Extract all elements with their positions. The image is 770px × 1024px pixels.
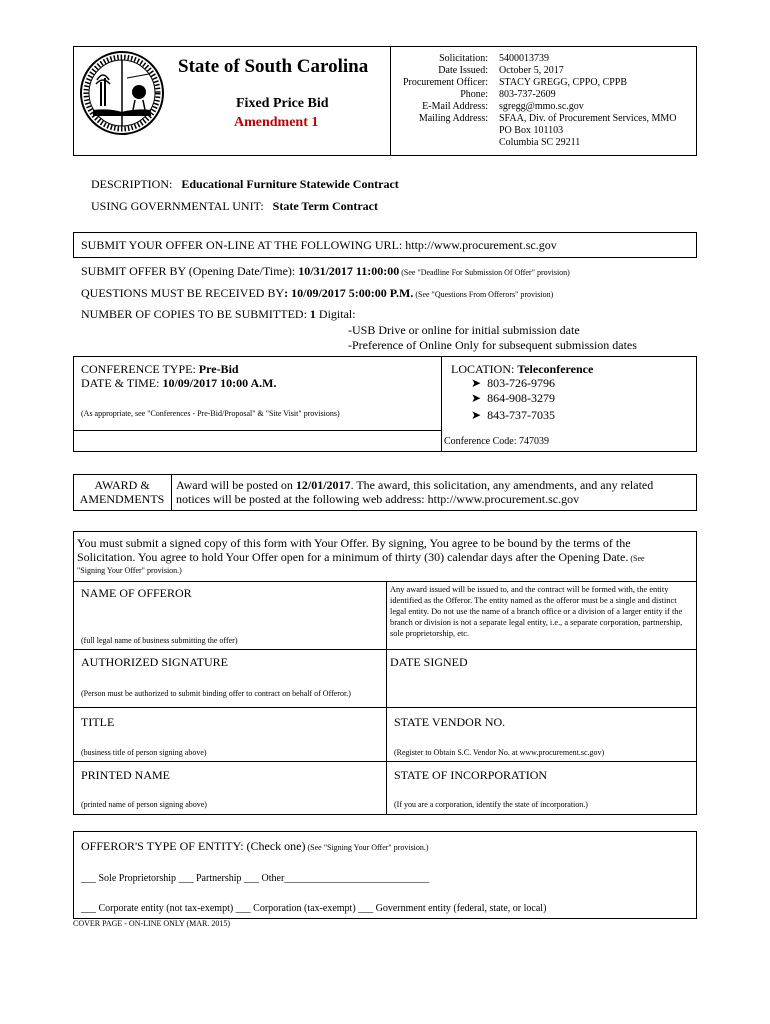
offer-deadline-label: SUBMIT OFFER BY (Opening Date/Time): — [81, 264, 299, 278]
info-label: Mailing Address: — [418, 113, 488, 124]
authorized-signature-label: AUTHORIZED SIGNATURE — [81, 655, 228, 669]
procurement-officer: STACY GREGG, CPPO, CPPB — [499, 77, 628, 88]
mailing-address-line: SFAA, Div. of Procurement Services, MMO — [499, 113, 677, 124]
offer-deadline-note: (See "Deadline For Submission Of Offer" provision) — [399, 268, 570, 277]
award-label — [73, 478, 171, 506]
authorized-signature-field[interactable] — [78, 670, 382, 684]
phone: 803-737-2609 — [499, 89, 556, 100]
location-line — [451, 362, 593, 377]
date-issued: October 5, 2017 — [499, 65, 564, 76]
state-title: State of South Carolina — [178, 56, 369, 77]
copies-line — [81, 307, 356, 322]
arrow-bullet-icon: ➤ — [471, 391, 482, 405]
conference-datetime-value: 10/09/2017 10:00 A.M. — [162, 376, 277, 390]
state-of-incorporation-field[interactable] — [390, 782, 692, 796]
info-label: Date Issued: — [438, 65, 488, 76]
entity-title-note: (See "Signing Your Offer" provision.) — [305, 843, 429, 852]
offer-deadline-line — [81, 264, 570, 279]
amendment-label: Amendment 1 — [234, 115, 319, 130]
governmental-unit-line — [91, 199, 378, 214]
award-entity-note: Any award issued will be issued to, and the contract will be formed with, the entity identified as the Offeror. The entity named as the offeror must be a single and distinct legal entity. Do not use the name of a branch office or a division of a larger entity if the branch or division is not a separate legal entity, i.e., a separate corporation, partnership, sole proprietorship, etc. — [390, 585, 683, 638]
questions-note: (See "Questions From Offerors" provision) — [413, 290, 554, 299]
info-labels — [392, 53, 488, 125]
signing-intro-note-2: "Signing Your Offer" provision.) — [77, 566, 182, 575]
grid-vline — [386, 581, 387, 815]
printed-name-label: PRINTED NAME — [81, 768, 170, 782]
location-value: Teleconference — [517, 362, 594, 376]
phone-item — [471, 408, 555, 423]
state-seal-icon — [79, 50, 165, 136]
info-label: Solicitation: — [439, 53, 488, 64]
entity-options-line-2[interactable]: ___ Corporate entity (not tax-exempt) ___ Corporation (tax-exempt) ___ Government entity (federal, state, or local) — [81, 903, 547, 914]
unit-value: State Term Contract — [272, 199, 378, 213]
award-label-line: AWARD & — [94, 478, 150, 492]
email-address: sgregg@mmo.sc.gov — [499, 101, 584, 112]
date-signed-label: DATE SIGNED — [390, 655, 468, 669]
info-label: E-Mail Address: — [422, 101, 488, 112]
signing-intro-note: (See — [628, 554, 645, 563]
signing-intro-line: Solicitation. You agree to hold Your Offer open for a minimum of thirty (30) calendar days after the Opening Date. — [77, 550, 629, 564]
conference-note: (As appropriate, see "Conferences - Pre-Bid/Proposal" & "Site Visit" provisions) — [81, 409, 340, 418]
grid-hline — [73, 707, 697, 708]
conference-code: Conference Code: 747039 — [444, 436, 549, 447]
footer-label: COVER PAGE - ON-LINE ONLY (MAR. 2015) — [73, 919, 231, 928]
award-date: 12/01/2017 — [295, 478, 351, 492]
award-text-line: notices will be posted at the following web address: http://www.procurement.sc.gov — [176, 492, 580, 506]
entity-title-text: OFFEROR'S TYPE OF ENTITY: (Check one) — [81, 839, 306, 853]
award-text-part: . The award, this solicitation, any amendments, and any related — [350, 478, 654, 492]
title-field[interactable] — [78, 729, 382, 743]
grid-hline — [73, 761, 697, 762]
name-of-offeror-field[interactable] — [78, 602, 382, 630]
questions-label: QUESTIONS MUST BE RECEIVED BY — [81, 286, 285, 300]
conference-datetime-label: DATE & TIME: — [81, 376, 163, 390]
award-divider — [171, 474, 172, 511]
state-vendor-field[interactable] — [390, 729, 692, 743]
award-text — [176, 478, 653, 506]
unit-label: USING GOVERNMENTAL UNIT: — [91, 199, 264, 213]
authorized-signature-note: (Person must be authorized to submit binding offer to contract on behalf of Offeror.) — [81, 689, 351, 698]
info-label: Phone: — [460, 89, 488, 100]
state-of-incorporation-note: (If you are a corporation, identify the state of incorporation.) — [394, 800, 588, 809]
title-note: (business title of person signing above) — [81, 748, 207, 757]
mailing-address-line: Columbia SC 29211 — [499, 137, 581, 148]
name-of-offeror-label: NAME OF OFFEROR — [81, 586, 192, 600]
submit-url-line: SUBMIT YOUR OFFER ON-LINE AT THE FOLLOWING URL: http://www.procurement.sc.gov — [81, 238, 557, 252]
copies-label: NUMBER OF COPIES TO BE SUBMITTED: — [81, 307, 310, 321]
header-divider — [390, 46, 391, 156]
info-label: Procurement Officer: — [402, 77, 488, 88]
conference-datetime-line — [81, 376, 276, 391]
conference-type-line — [81, 362, 239, 377]
conference-type-label: CONFERENCE TYPE: — [81, 362, 199, 376]
phone-number: 864-908-3279 — [487, 391, 556, 405]
conference-divider — [441, 356, 442, 452]
conference-hline — [73, 430, 441, 431]
date-signed-field[interactable] — [390, 670, 692, 702]
grid-hline — [73, 649, 697, 650]
arrow-bullet-icon: ➤ — [471, 408, 482, 422]
solicitation-number: 5400013739 — [499, 53, 549, 64]
arrow-bullet-icon: ➤ — [471, 376, 482, 390]
mailing-address-line: PO Box 101103 — [499, 125, 564, 136]
phone-number: 803-726-9796 — [487, 376, 556, 390]
state-vendor-label: STATE VENDOR NO. — [394, 715, 506, 729]
info-values — [499, 53, 695, 149]
phone-item — [471, 391, 555, 406]
description-label: DESCRIPTION: — [91, 177, 173, 191]
copies-detail-2: -Preference of Online Only for subsequent submission dates — [348, 338, 637, 352]
signing-intro-line: You must submit a signed copy of this form with Your Offer. By signing, You agree to be bound by the terms of the — [77, 536, 631, 550]
entity-title — [81, 839, 429, 854]
state-vendor-note: (Register to Obtain S.C. Vendor No. at www.procurement.sc.gov) — [394, 748, 605, 757]
copies-value: 1 — [309, 307, 316, 321]
questions-value: : 10/09/2017 5:00:00 P.M. — [284, 286, 414, 300]
printed-name-note: (printed name of person signing above) — [81, 800, 207, 809]
location-label: LOCATION: — [451, 362, 518, 376]
entity-options-line-1[interactable]: ___ Sole Proprietorship ___ Partnership ___ Other_____________________________ — [81, 873, 430, 884]
award-label-line: AMENDMENTS — [79, 492, 165, 506]
copies-suffix: Digital: — [315, 307, 356, 321]
signing-intro — [77, 536, 693, 566]
title-label: TITLE — [81, 715, 115, 729]
award-text-part: Award will be posted on — [176, 478, 296, 492]
offer-deadline-value: 10/31/2017 11:00:00 — [298, 264, 400, 278]
description-line — [91, 177, 399, 192]
copies-detail-1: -USB Drive or online for initial submission date — [348, 323, 580, 337]
state-of-incorporation-label: STATE OF INCORPORATION — [394, 768, 548, 782]
bid-type: Fixed Price Bid — [236, 96, 329, 111]
printed-name-field[interactable] — [78, 782, 382, 796]
description-value: Educational Furniture Statewide Contract — [181, 177, 399, 191]
phone-item — [471, 376, 555, 391]
questions-line — [81, 286, 553, 301]
conference-type-value: Pre-Bid — [198, 362, 239, 376]
name-of-offeror-note: (full legal name of business submitting the offer) — [81, 636, 238, 645]
grid-hline — [73, 581, 697, 582]
phone-number: 843-737-7035 — [487, 408, 556, 422]
